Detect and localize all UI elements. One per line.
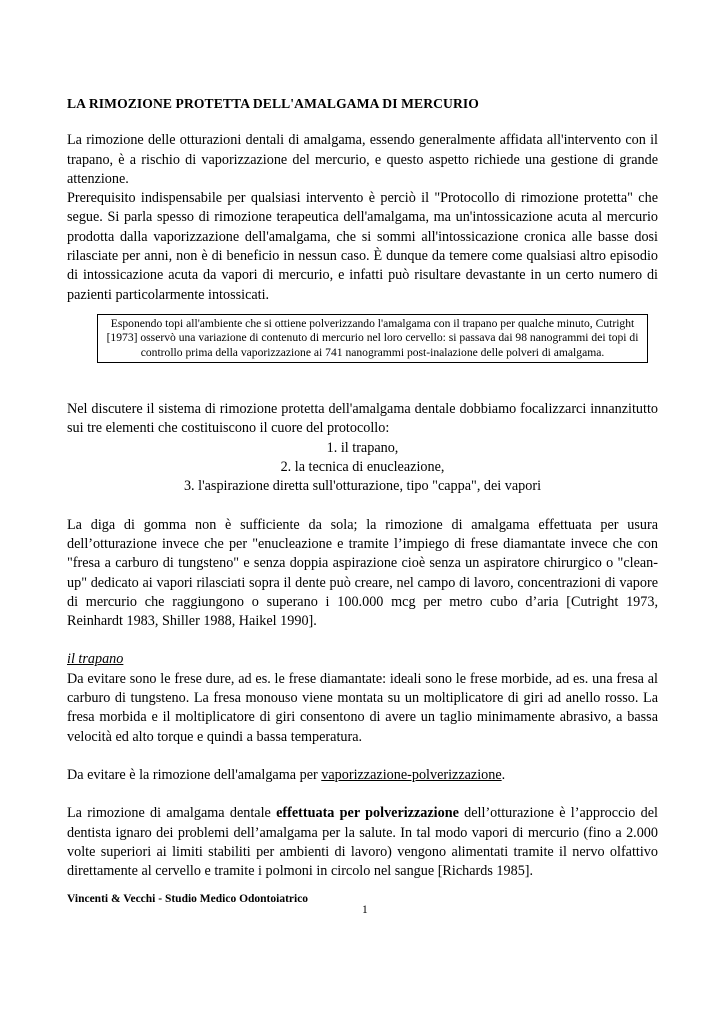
list-item: 1. il trapano,	[326, 439, 399, 456]
drill-paragraph: Da evitare sono le frese dure, ad es. le frese diamantate: ideali sono le frese morbide, ad es. una fresa al carburo di tungsteno. La fresa monouso viene montata su un moltiplicatore di giri ad anello rosso. La fresa morbida e il moltiplicatore di giri consentono di avere un taglio minimamente abrasivo, a bassa velocità ed alto torque e quindi a bassa temperatura.	[67, 670, 658, 745]
footer-studio: Vincenti & Vecchi - Studio Medico Odontoiatrico	[67, 893, 309, 905]
intro-paragraph: La rimozione delle otturazioni dentali di amalgama, essendo generalmente affidata all'intervento con il trapano, è a rischio di vaporizzazione del mercurio, e questo aspetto richiede una gestione di grande attenzione.	[67, 132, 658, 187]
list-item: 3. l'aspirazione diretta sull'otturazione, tipo "cappa", dei vapori	[183, 478, 542, 495]
avoid-suffix: .	[501, 766, 506, 783]
document-title: LA RIMOZIONE PROTETTA DELL'AMALGAMA DI MERCURIO	[67, 96, 479, 111]
list-item: 2. la tecnica di enucleazione,	[280, 459, 445, 476]
pulverization-suffix: dell’otturazione è l’approccio del dentista ignaro dei problemi dell’amalgama per la salute. In tal modo vapori di mercurio (fino a 2.000 volte superiori ai limiti stabiliti per ambienti di lavoro) vengono alimentati tramite il nervo olfattivo direttamente al cervello e tramite i polmoni in circolo nel sangue [Richards 1985].	[67, 805, 658, 880]
protocol-list	[67, 439, 658, 497]
system-intro-paragraph: Nel discutere il sistema di rimozione protetta dell'amalgama dentale dobbiamo focalizzarci innanzitutto sui tre elementi che costituiscono il cuore del protocollo:	[67, 401, 658, 437]
avoid-paragraph	[67, 766, 658, 785]
pulverization-bold: effettuata per polverizzazione	[276, 805, 459, 822]
cutright-quote-box: Esponendo topi all'ambiente che si ottiene polverizzando l'amalgama con il trapano per qualche minuto, Cutright [1973] osservò una variazione di contenuto di mercurio nel loro cervello: si passava dai 98 nanogrammi dei topi di controllo prima della vaporizzazione ai 741 nanogrammi post-inalazione delle polveri di amalgama.	[97, 314, 648, 363]
vaporization-link[interactable]: vaporizzazione-polverizzazione	[321, 766, 502, 783]
avoid-prefix: Da evitare è la rimozione dell'amalgama per	[67, 766, 322, 783]
drill-subheading: il trapano	[67, 651, 124, 668]
page-number: 1	[362, 904, 368, 916]
prerequisite-paragraph: Prerequisito indispensabile per qualsiasi intervento è perciò il "Protocollo di rimozione protetta" che segue. Si parla spesso di rimozione terapeutica dell'amalgama, ma un'intossicazione acuta al mercurio prodotta dalla vaporizzazione dell'amalgama, che si sommi all'intossicazione cronica alle basse dosi rilasciate per anni, non è di beneficio in nessun caso. È dunque da temere come qualsiasi altro episodio di intossicazione acuta da vapori di mercurio, e infatti può risultare devastante in un certo numero di pazienti particolarmente intossicati.	[67, 190, 658, 303]
pulverization-prefix: La rimozione di amalgama dentale	[67, 805, 277, 822]
pulverization-paragraph	[67, 804, 658, 881]
rubber-dam-paragraph: La diga di gomma non è sufficiente da sola; la rimozione di amalgama effettuata per usura dell’otturazione invece che per "enucleazione e tramite l’impiego di frese diamantate invece che con "fresa a carburo di tungsteno" e senza doppia aspirazione cioè senza un aspiratore chirurgico o "clean-up" dedicato ai vapori rilasciati sopra il dente può creare, nel campo di lavoro, concentrazioni di vapore di mercurio che raggiungono o superano i 100.000 mcg per metro cubo d’aria [Cutright 1973, Reinhardt 1983, Shiller 1988, Haikel 1990].	[67, 516, 658, 630]
document-body	[67, 94, 658, 881]
